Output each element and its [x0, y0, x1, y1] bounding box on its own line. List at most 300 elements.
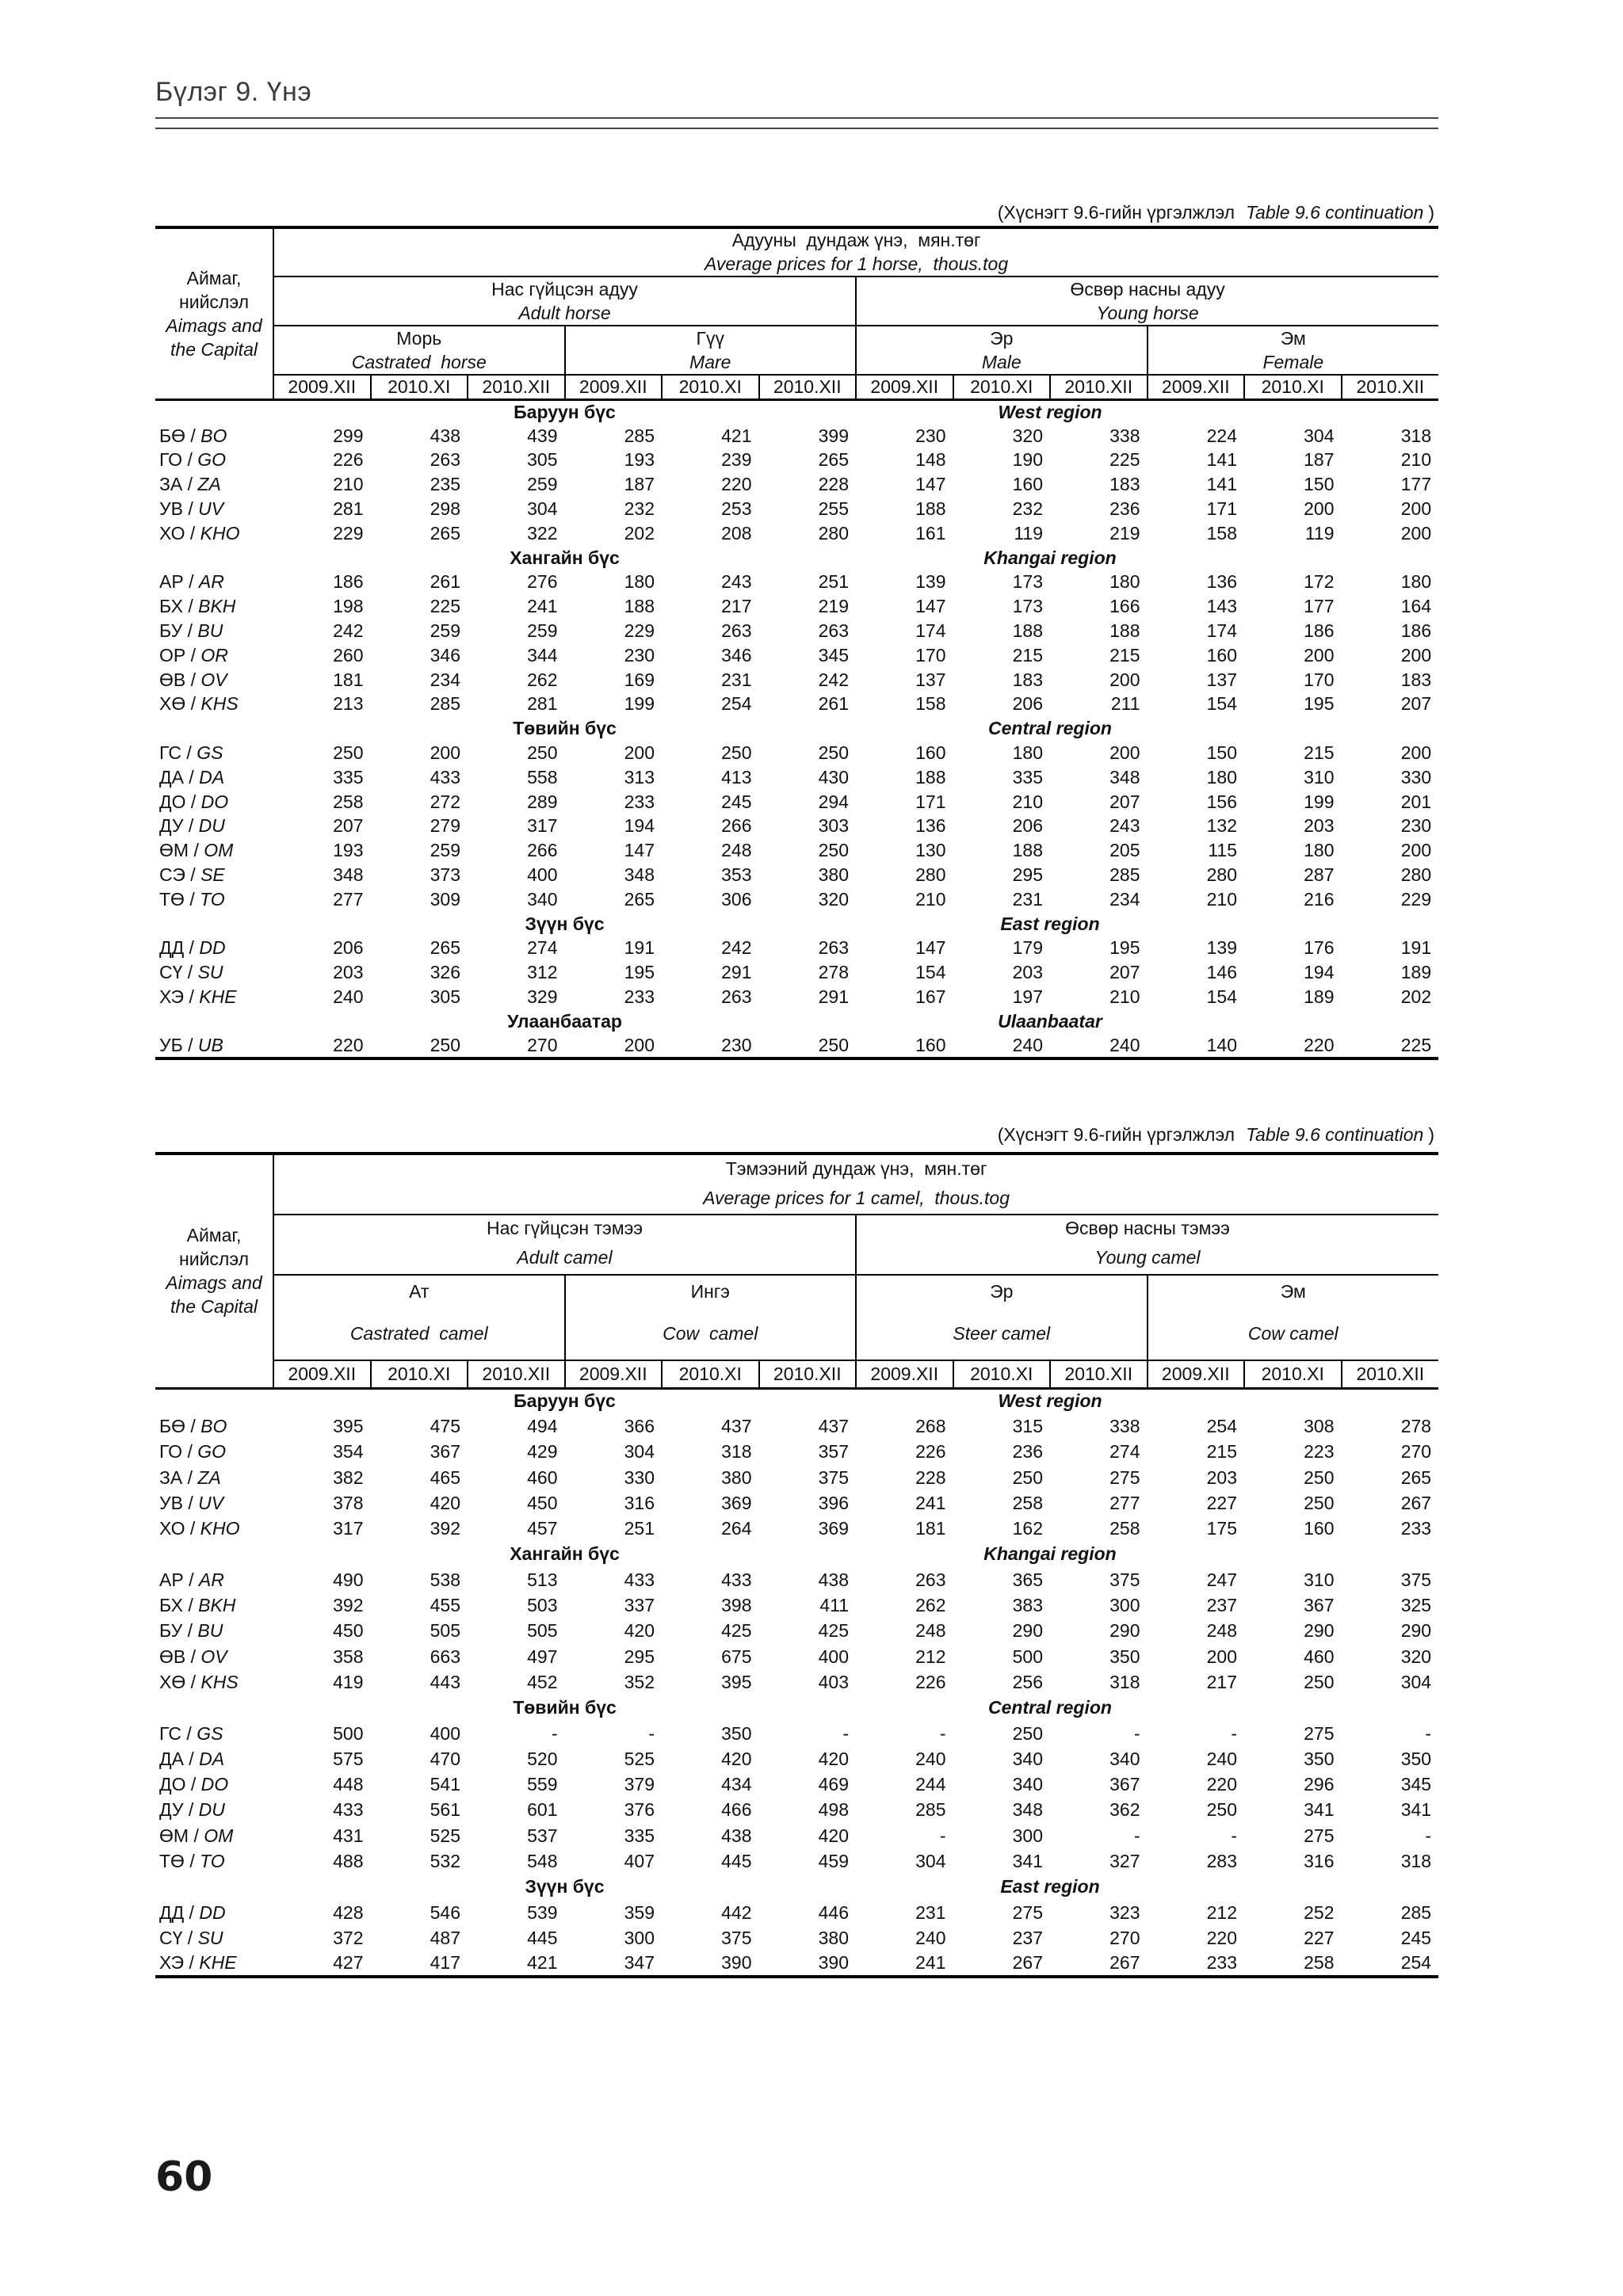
price-cell: -	[1231, 1722, 1237, 1744]
aimag-code-en: BO	[200, 425, 227, 446]
price-cell: 362	[1109, 1799, 1140, 1821]
price-cell: 380	[818, 864, 849, 886]
price-cell: 233	[1400, 1518, 1432, 1539]
price-cell: 203	[333, 962, 364, 983]
group-young-en: Young camel	[856, 1241, 1438, 1275]
price-cell: 455	[430, 1595, 460, 1616]
region-spacer	[856, 1388, 953, 1413]
aimag-code-en: OV	[200, 669, 227, 690]
price-cell: 407	[624, 1850, 655, 1871]
year-header: 2009.XII	[565, 1360, 663, 1388]
price-cell: 283	[1206, 1850, 1237, 1871]
price-cell: 189	[1304, 986, 1335, 1008]
price-cell: 250	[1012, 1722, 1043, 1744]
subgroup-mn: Эр	[856, 326, 1148, 350]
table-row	[155, 570, 1438, 595]
table-row	[155, 887, 1438, 912]
price-cell: 206	[1012, 815, 1043, 837]
price-cell: 537	[527, 1825, 558, 1846]
price-cell: 267	[953, 1951, 1051, 1977]
price-cell: 312	[527, 962, 558, 983]
region-spacer	[1148, 399, 1439, 424]
price-cell: 195	[624, 962, 655, 983]
year-header: 2009.XII	[1148, 375, 1245, 399]
price-cell: 143	[1206, 596, 1237, 617]
price-cell: 443	[430, 1671, 460, 1692]
group-adult-en: Adult camel	[273, 1241, 856, 1275]
aimag-label	[155, 643, 273, 668]
price-cell: 227	[1304, 1927, 1335, 1948]
price-cell: 460	[1304, 1646, 1335, 1667]
aimag-code-en: OR	[200, 644, 228, 666]
price-cell: 346	[430, 644, 460, 666]
price-cell: 400	[430, 1722, 460, 1744]
price-cell: 348	[624, 864, 655, 886]
price-cell: 538	[430, 1569, 460, 1590]
price-cell: 382	[333, 1466, 364, 1488]
aimag-code-en: DO	[200, 791, 229, 812]
table-title-mn: Адууны дундаж үнэ, мян.төг	[731, 230, 981, 250]
price-cell: 231	[1012, 888, 1043, 910]
table-row	[155, 960, 1438, 985]
aimag-label	[155, 619, 273, 643]
price-cell: 260	[333, 644, 364, 666]
region-name-en: East region	[1000, 913, 1100, 934]
price-cell: 306	[721, 888, 752, 910]
price-cell: 470	[430, 1748, 460, 1769]
price-cell: 420	[721, 1748, 752, 1769]
price-cell: 119	[1014, 522, 1043, 543]
region-row	[155, 1875, 1438, 1900]
subgroup-en: Cow camel	[1148, 1307, 1439, 1360]
price-cell: 278	[818, 962, 849, 983]
price-cell: 235	[430, 474, 460, 495]
price-cell: 180	[1304, 840, 1335, 861]
header-rule-bottom	[155, 128, 1438, 129]
price-cell: 200	[1109, 669, 1140, 690]
price-cell: 240	[1050, 1034, 1148, 1058]
aimag-label	[155, 448, 273, 473]
table-row	[155, 1900, 1438, 1925]
aimag-code-en: SU	[197, 1927, 223, 1948]
aimag-code-mn: ДУ /	[159, 1799, 194, 1821]
price-cell: 195	[1304, 693, 1335, 715]
price-cell: 188	[1012, 840, 1043, 861]
price-cell: 180	[1109, 571, 1140, 593]
aimag-code-mn: ХӨ /	[159, 1671, 197, 1692]
price-cell: 258	[1244, 1951, 1342, 1977]
aimag-label	[155, 1823, 273, 1848]
price-cell: 250	[527, 742, 558, 764]
price-cell: -	[939, 1825, 946, 1846]
price-cell: 263	[430, 449, 460, 471]
subgroup-mn: Ингэ	[565, 1275, 857, 1307]
price-cell: 263	[818, 620, 849, 642]
price-cell: 207	[1400, 693, 1432, 715]
price-cell: 313	[624, 766, 655, 788]
price-cell: 240	[915, 1927, 946, 1948]
region-stub	[155, 716, 273, 741]
years-row	[155, 375, 1438, 399]
aimag-code-en: TO	[200, 888, 225, 910]
price-cell: 304	[527, 498, 558, 520]
price-cell: 395	[333, 1415, 364, 1436]
aimag-code-mn: ДО /	[159, 791, 197, 812]
table-row	[155, 838, 1438, 863]
price-cell: 601	[527, 1799, 558, 1821]
table-row	[155, 424, 1438, 448]
aimag-code-mn: ӨМ /	[159, 840, 199, 861]
region-name-mn: Төвийн бүс	[513, 718, 617, 739]
price-cell: 233	[624, 791, 655, 812]
aimag-code-en: DA	[199, 1748, 225, 1769]
table-row	[155, 1669, 1438, 1695]
price-cell: 266	[721, 815, 752, 837]
price-cell: 188	[915, 498, 946, 520]
caption-mn: (Хүснэгт 9.6-гийн үргэлжлэл	[997, 1124, 1235, 1145]
price-cell: 207	[1109, 962, 1140, 983]
aimag-code-mn: ДД /	[159, 937, 194, 959]
aimag-code-mn: БУ /	[159, 620, 193, 642]
horse-table-caption	[155, 200, 1434, 224]
price-cell: 198	[333, 596, 364, 617]
price-cell: 341	[1400, 1799, 1432, 1821]
price-cell: 348	[333, 864, 364, 886]
price-cell: 298	[430, 498, 460, 520]
region-spacer	[1148, 912, 1439, 936]
price-cell: 172	[1304, 571, 1335, 593]
price-cell: 294	[818, 791, 849, 812]
price-cell: 253	[721, 498, 752, 520]
table-row	[155, 1592, 1438, 1618]
aimag-label	[155, 1034, 273, 1058]
aimag-code-mn: ГО /	[159, 1441, 193, 1463]
price-cell: 203	[1012, 962, 1043, 983]
price-cell: 373	[430, 864, 460, 886]
price-cell: 420	[818, 1825, 849, 1846]
price-cell: 318	[721, 1441, 752, 1463]
price-cell: 215	[1304, 742, 1335, 764]
price-cell: 420	[818, 1748, 849, 1769]
price-cell: 276	[527, 571, 558, 593]
region-spacer	[856, 716, 953, 741]
price-cell: 250	[1304, 1492, 1335, 1513]
price-cell: 498	[818, 1799, 849, 1821]
price-cell: 242	[333, 620, 364, 642]
price-cell: 186	[1400, 620, 1432, 642]
price-cell: 285	[624, 425, 655, 446]
price-cell: 146	[1206, 962, 1237, 983]
price-cell: 219	[1109, 522, 1140, 543]
aimag-label	[155, 1567, 273, 1592]
price-cell: 369	[818, 1518, 849, 1539]
region-stub	[155, 912, 273, 936]
price-cell: 365	[1012, 1569, 1043, 1590]
caption-en: Table 9.6 continuation	[1246, 202, 1424, 223]
price-cell: 345	[1400, 1774, 1432, 1795]
camel-table-body	[155, 1388, 1438, 1977]
price-cell: 245	[721, 791, 752, 812]
price-cell: 274	[1109, 1441, 1140, 1463]
price-cell: 248	[1206, 1620, 1237, 1642]
price-cell: 327	[1109, 1850, 1140, 1871]
price-cell: 290	[1304, 1620, 1335, 1642]
price-cell: 169	[624, 669, 655, 690]
price-cell: 450	[527, 1492, 558, 1513]
price-cell: 210	[1400, 449, 1432, 471]
price-cell: 154	[1206, 986, 1237, 1008]
aimag-label	[155, 472, 273, 497]
subgroup-mn: Эр	[856, 1275, 1148, 1307]
aimag-code-mn: ЗА /	[159, 1466, 193, 1488]
price-cell: 445	[721, 1850, 752, 1871]
price-cell: 348	[1109, 766, 1140, 788]
price-cell: 330	[624, 1466, 655, 1488]
price-cell: 137	[915, 669, 946, 690]
price-cell: 239	[721, 449, 752, 471]
price-cell: 350	[721, 1722, 752, 1744]
price-cell: 280	[1206, 864, 1237, 886]
price-cell: 350	[1400, 1748, 1432, 1769]
price-cell: 166	[1109, 596, 1140, 617]
price-cell: 241	[856, 1951, 953, 1977]
price-cell: 251	[624, 1518, 655, 1539]
price-cell: 207	[333, 815, 364, 837]
price-cell: 431	[333, 1825, 364, 1846]
price-cell: 268	[915, 1415, 946, 1436]
price-cell: 372	[333, 1927, 364, 1948]
price-cell: 180	[1400, 571, 1432, 593]
price-cell: 180	[1012, 742, 1043, 764]
price-cell: 220	[273, 1034, 371, 1058]
region-name-mn: Баруун бүс	[514, 401, 616, 422]
price-cell: 300	[1109, 1595, 1140, 1616]
price-cell: 303	[818, 815, 849, 837]
price-cell: 375	[818, 1466, 849, 1488]
region-spacer	[1148, 1875, 1439, 1900]
aimag-code-mn: БХ /	[159, 596, 193, 617]
aimag-code-en: KHS	[200, 693, 239, 715]
price-cell: 234	[1109, 888, 1140, 910]
region-row	[155, 1009, 1438, 1034]
price-cell: 263	[721, 986, 752, 1008]
price-cell: 398	[721, 1595, 752, 1616]
price-cell: 277	[1109, 1492, 1140, 1513]
aimag-code-mn: АР /	[159, 1569, 194, 1590]
price-cell: 160	[1304, 1518, 1335, 1539]
price-cell: 247	[1206, 1569, 1237, 1590]
price-cell: 240	[915, 1748, 946, 1769]
price-cell: 242	[818, 669, 849, 690]
region-stub	[155, 1388, 273, 1413]
price-cell: 200	[1400, 840, 1432, 861]
horse-table-body	[155, 399, 1438, 1058]
aimag-label	[155, 1413, 273, 1439]
aimag-code-mn: УБ /	[159, 1034, 193, 1055]
price-cell: 259	[527, 474, 558, 495]
price-cell: 208	[721, 522, 752, 543]
price-cell: -	[842, 1722, 849, 1744]
price-cell: 233	[1148, 1951, 1245, 1977]
price-cell: 200	[1304, 644, 1335, 666]
subgroup-mn: Эм	[1280, 327, 1306, 349]
price-cell: 500	[333, 1722, 364, 1744]
group-young-mn: Өсвөр насны адуу	[1070, 278, 1225, 299]
price-cell: 183	[1400, 669, 1432, 690]
region-spacer	[1148, 1388, 1439, 1413]
table-title-en: Average prices for 1 horse, thous.tog	[273, 252, 1438, 277]
aimag-code-en: TO	[200, 1850, 225, 1871]
table-row	[155, 1034, 1438, 1058]
price-cell: 231	[721, 669, 752, 690]
year-header: 2010.XII	[1342, 375, 1439, 399]
aimag-label	[155, 741, 273, 765]
price-cell: 309	[430, 888, 460, 910]
table-row	[155, 814, 1438, 839]
aimag-code-en: BKH	[198, 1595, 236, 1616]
group-adult-mn: Нас гүйцсэн тэмээ	[273, 1215, 856, 1241]
price-cell: 290	[1400, 1620, 1432, 1642]
aimag-code-mn: ДО /	[159, 1774, 197, 1795]
price-cell: 266	[527, 840, 558, 861]
price-cell: 285	[1109, 864, 1140, 886]
price-cell: 220	[721, 474, 752, 495]
price-cell: 136	[915, 815, 946, 837]
price-cell: 305	[527, 449, 558, 471]
price-cell: 240	[333, 986, 364, 1008]
price-cell: 457	[527, 1518, 558, 1539]
price-cell: 272	[430, 791, 460, 812]
price-cell: 197	[1012, 986, 1043, 1008]
price-cell: 390	[662, 1951, 759, 1977]
price-cell: 329	[527, 986, 558, 1008]
aimag-label	[155, 1592, 273, 1618]
aimag-code-mn: ХӨ /	[159, 693, 197, 715]
price-cell: 244	[915, 1774, 946, 1795]
price-cell: 310	[1304, 1569, 1335, 1590]
table-row	[155, 1925, 1438, 1951]
price-cell: 350	[1109, 1646, 1140, 1667]
price-cell: 141	[1206, 474, 1237, 495]
table-row	[155, 472, 1438, 497]
price-cell: 250	[1304, 1466, 1335, 1488]
price-cell: 200	[565, 1034, 663, 1058]
stub-en-line1: Aimags and	[166, 1272, 262, 1294]
price-cell: 250	[1012, 1466, 1043, 1488]
price-cell: 379	[624, 1774, 655, 1795]
price-cell: 236	[1109, 498, 1140, 520]
stub-header	[155, 1154, 273, 1388]
price-cell: 459	[818, 1850, 849, 1871]
price-cell: 663	[430, 1646, 460, 1667]
price-cell: 448	[333, 1774, 364, 1795]
year-header: 2009.XII	[856, 375, 953, 399]
price-cell: 175	[1206, 1518, 1237, 1539]
price-cell: 250	[818, 742, 849, 764]
aimag-code-mn: БХ /	[159, 1595, 193, 1616]
price-cell: 300	[624, 1927, 655, 1948]
aimag-label	[155, 960, 273, 985]
price-cell: 487	[430, 1927, 460, 1948]
aimag-code-en: OM	[204, 840, 234, 861]
price-cell: 345	[818, 644, 849, 666]
price-cell: 503	[527, 1595, 558, 1616]
price-cell: 320	[1400, 1646, 1432, 1667]
price-cell: 421	[721, 425, 752, 446]
region-name-mn: Хангайн бүс	[510, 547, 620, 568]
price-cell: 248	[915, 1620, 946, 1642]
price-cell: 139	[1206, 937, 1237, 959]
price-cell: 188	[915, 766, 946, 788]
region-stub	[155, 1009, 273, 1034]
aimag-label	[155, 790, 273, 814]
table-row	[155, 643, 1438, 668]
price-cell: 338	[1109, 425, 1140, 446]
price-cell: 353	[721, 864, 752, 886]
aimag-label	[155, 424, 273, 448]
price-cell: 340	[1012, 1774, 1043, 1795]
price-cell: 250	[333, 742, 364, 764]
price-cell: 267	[1400, 1492, 1432, 1513]
price-cell: 171	[1206, 498, 1237, 520]
subgroup-en: Cow camel	[565, 1307, 857, 1360]
price-cell: 173	[1012, 571, 1043, 593]
price-cell: 304	[915, 1850, 946, 1871]
price-cell: 323	[1109, 1901, 1140, 1923]
price-cell: 265	[624, 888, 655, 910]
price-cell: 202	[624, 522, 655, 543]
price-cell: 217	[1206, 1671, 1237, 1692]
table-row	[155, 594, 1438, 619]
price-cell: 403	[818, 1671, 849, 1692]
price-cell: 430	[818, 766, 849, 788]
price-cell: 225	[430, 596, 460, 617]
caption-mn: (Хүснэгт 9.6-гийн үргэлжлэл	[997, 202, 1235, 223]
price-cell: 442	[721, 1901, 752, 1923]
price-cell: 359	[624, 1901, 655, 1923]
price-cell: 344	[527, 644, 558, 666]
year-header: 2010.XI	[371, 375, 468, 399]
price-cell: 220	[1206, 1774, 1237, 1795]
table-row	[155, 448, 1438, 473]
price-cell: 210	[1012, 791, 1043, 812]
price-cell: 419	[333, 1671, 364, 1692]
aimag-code-en: KHO	[200, 1518, 240, 1539]
price-cell: -	[939, 1722, 946, 1744]
price-cell: 317	[333, 1518, 364, 1539]
region-name-en: West region	[998, 401, 1102, 422]
price-cell: 335	[333, 766, 364, 788]
price-cell: 250	[1304, 1671, 1335, 1692]
aimag-label	[155, 838, 273, 863]
price-cell: 243	[721, 571, 752, 593]
subgroup-en: Steer camel	[856, 1307, 1148, 1360]
price-cell: 274	[527, 937, 558, 959]
stub-mn-line1: Аймаг,	[186, 267, 242, 288]
price-cell: 497	[527, 1646, 558, 1667]
price-cell: 199	[1304, 791, 1335, 812]
price-cell: 425	[721, 1620, 752, 1642]
price-cell: -	[551, 1722, 558, 1744]
price-cell: 358	[333, 1646, 364, 1667]
price-cell: -	[1133, 1825, 1140, 1846]
aimag-code-mn: СҮ /	[159, 1927, 193, 1948]
aimag-code-en: GO	[197, 1441, 227, 1463]
price-cell: 177	[1400, 474, 1432, 495]
price-cell: 210	[1206, 888, 1237, 910]
price-cell: 317	[527, 815, 558, 837]
price-cell: 186	[333, 571, 364, 593]
